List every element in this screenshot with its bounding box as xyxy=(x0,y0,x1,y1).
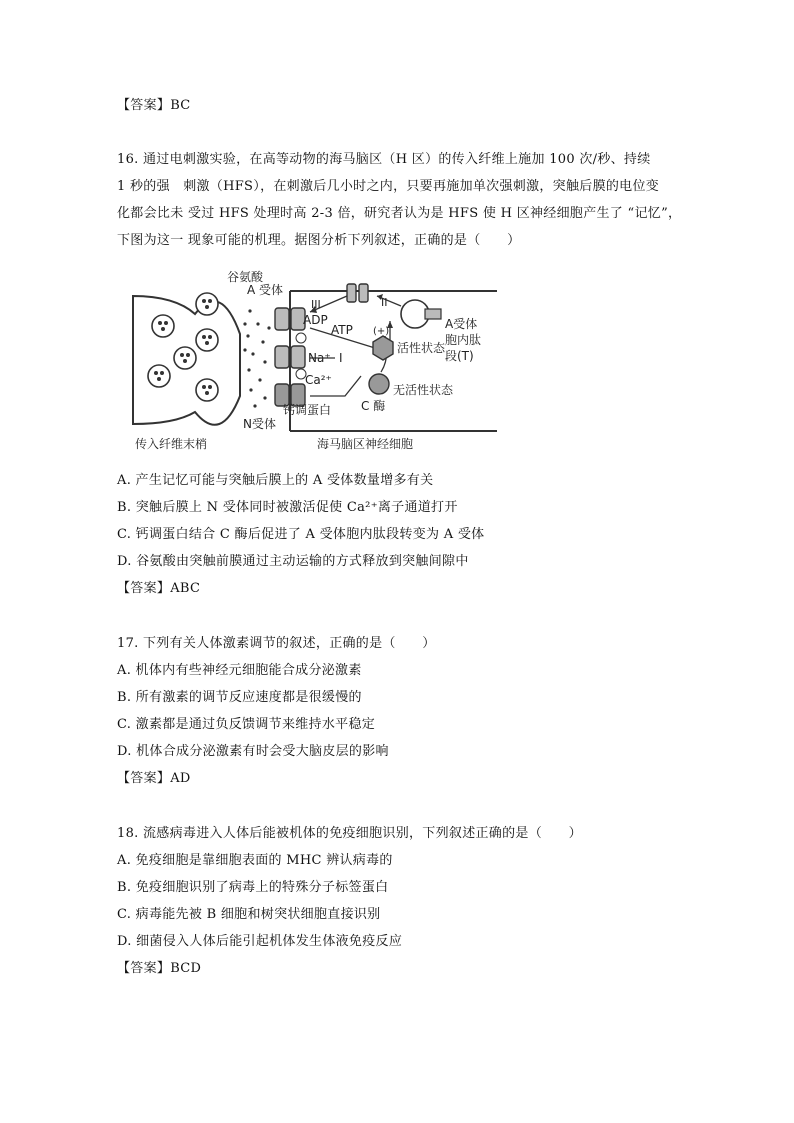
label-a-receptor: A 受体 xyxy=(247,283,284,297)
q17-stem: 17. 下列有关人体激素调节的叙述，正确的是（ ） xyxy=(117,636,436,651)
q16-stem-line-3: 化都会比未 受过 HFS 处理时高 2-3 倍，研究者认为是 HFS 使 H 区神经细胞产生了 “记忆”， xyxy=(117,206,682,221)
q17-option-c: C. 激素都是通过负反馈调节来维持水平稳定 xyxy=(117,717,376,732)
q16-answer: 【答案】ABC xyxy=(117,581,201,596)
synaptic-vesicles xyxy=(148,293,218,401)
q16-stem-line-4: 下图为这一 现象可能的机理。据图分析下列叙述，正确的是（ ） xyxy=(117,233,521,248)
label-calmodulin: 钙调蛋白 xyxy=(283,403,332,417)
q17-option-b: B. 所有激素的调节反应速度都是很缓慢的 xyxy=(117,690,362,705)
vesicle xyxy=(152,315,174,337)
glutamate-molecules xyxy=(243,309,270,407)
q15-answer: 【答案】BC xyxy=(117,98,191,113)
q18-option-d: D. 细菌侵入人体后能引起机体发生体液免疫反应 xyxy=(117,934,403,949)
q16-option-c: C. 钙调蛋白结合 C 酶后促进了 A 受体胞内肽段转变为 A 受体 xyxy=(117,527,485,542)
label-na: Na⁺ xyxy=(308,351,331,365)
label-ca: Ca²⁺ xyxy=(305,373,332,387)
q18-stem: 18. 流感病毒进入人体后能被机体的免疫细胞识别，下列叙述正确的是（ ） xyxy=(117,826,582,841)
q18-option-c: C. 病毒能先被 B 细胞和树突状细胞直接识别 xyxy=(117,907,381,922)
label-plus: (+) xyxy=(373,326,390,337)
synapse-diagram xyxy=(125,266,500,456)
label-active: 活性状态 xyxy=(397,341,446,355)
q17-option-a: A. 机体内有些神经元细胞能合成分泌激素 xyxy=(117,663,362,678)
q16-option-a: A. 产生记忆可能与突触后膜上的 A 受体数量增多有关 xyxy=(117,473,434,488)
label-segment: 段(T) xyxy=(445,349,474,363)
label-roman-3: III xyxy=(311,298,321,311)
label-c-enzyme: C 酶 xyxy=(361,399,386,413)
q16-stem-line-2: 1 秒的强 刺激（HFS），在刺激后几小时之内，只要再施加单次强刺激，突触后膜的电位变 xyxy=(117,179,660,194)
label-roman-1: I xyxy=(339,351,343,365)
q18-option-b: B. 免疫细胞识别了病毒上的特殊分子标签蛋白 xyxy=(117,880,389,895)
vesicle xyxy=(196,379,218,401)
label-adp: ADP xyxy=(303,313,328,327)
vesicle xyxy=(148,365,170,387)
q18-option-a: A. 免疫细胞是靠细胞表面的 MHC 辨认病毒的 xyxy=(117,853,393,868)
label-n-receptor: N受体 xyxy=(243,417,276,431)
label-a-receptor-2: A受体 xyxy=(445,317,478,331)
label-afferent: 传入纤维末梢 xyxy=(135,437,208,451)
label-glutamate: 谷氨酸 xyxy=(227,270,264,284)
q17-option-d: D. 机体合成分泌激素有时会受大脑皮层的影响 xyxy=(117,744,389,759)
q16-stem-line-1: 16. 通过电刺激实验，在高等动物的海马脑区（H 区）的传入纤维上施加 100 次/秒、持续 xyxy=(117,152,651,167)
q18-answer: 【答案】BCD xyxy=(117,961,202,976)
label-roman-2: II xyxy=(381,296,388,309)
inactive-c-enzyme xyxy=(369,374,389,394)
label-inactive: 无活性状态 xyxy=(393,383,454,397)
vesicle xyxy=(196,293,218,315)
label-hippocampus: 海马脑区神经细胞 xyxy=(317,437,414,451)
phosphate-icon xyxy=(296,333,306,343)
q16-option-b: B. 突触后膜上 N 受体同时被激活促使 Ca²⁺离子通道打开 xyxy=(117,500,458,515)
vesicle xyxy=(196,329,218,351)
vesicle xyxy=(174,347,196,369)
active-c-enzyme xyxy=(373,336,393,360)
label-atp: ATP xyxy=(331,323,353,337)
label-intracellular: 胞内肽 xyxy=(445,333,482,347)
a-receptor-top xyxy=(347,284,368,302)
q16-option-d: D. 谷氨酸由突触前膜通过主动运输的方式释放到突触间隙中 xyxy=(117,554,469,569)
q17-answer: 【答案】AD xyxy=(117,771,191,786)
